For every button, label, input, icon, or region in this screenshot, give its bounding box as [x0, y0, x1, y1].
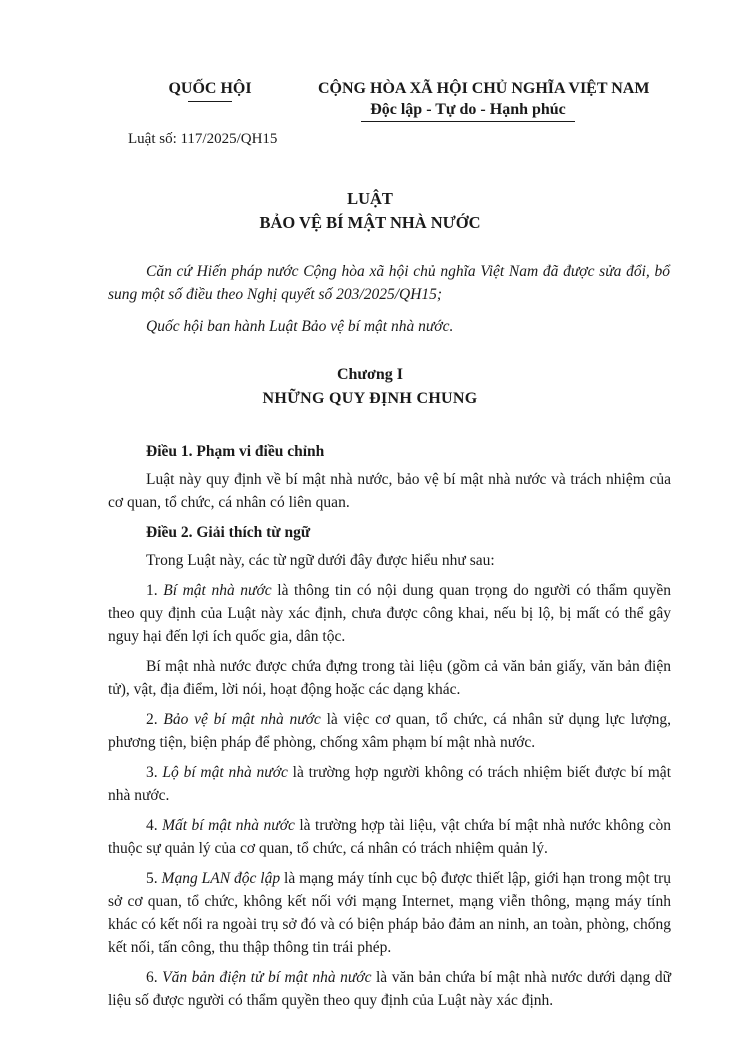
item-text: là việc cơ quan, tổ chức, cá nhân sử dụng lực lượng, phương tiện, biện pháp để phòng, chống xâm phạm bí mật nhà nước. — [108, 711, 671, 751]
chapter-label: Chương I — [336, 366, 404, 383]
definition-item-1 — [108, 579, 671, 648]
article-1-title: Điều 1. Phạm vi điều chỉnh — [146, 443, 325, 460]
definition-item-5 — [108, 867, 671, 959]
article-1-text: Luật này quy định về bí mật nhà nước, bảo vệ bí mật nhà nước và trách nhiệm của cơ quan, tổ chức, cá nhân có liên quan. — [108, 471, 671, 511]
document-body — [108, 440, 671, 1019]
item-term: Bảo vệ bí mật nhà nước — [163, 711, 321, 728]
item-number: 2. — [146, 711, 164, 728]
item-text: là văn bản chứa bí mật nhà nước dưới dạng dữ liệu số được người có thẩm quyền theo quy định của Luật này xác định. — [108, 969, 671, 1009]
article-2-intro: Trong Luật này, các từ ngữ dưới đây được hiểu như sau: — [146, 552, 495, 569]
item-text: là trường hợp tài liệu, vật chứa bí mật nhà nước không còn thuộc sự quản lý của cơ quan, tổ chức, cá nhân có trách nhiệm quản lý. — [108, 817, 671, 857]
issuer-underline — [188, 101, 232, 102]
issuer-name: QUỐC HỘI — [168, 80, 252, 97]
law-number: Luật số: 117/2025/QH15 — [128, 131, 278, 147]
item-text: là thông tin có nội dung quan trọng do người có thẩm quyền theo quy định của Luật này xác định, chưa được công khai, nếu bị lộ, bị mất có thể gây nguy hại đến lợi ích quốc gia, dân tộc. — [108, 582, 672, 645]
definition-item-1-extra: Bí mật nhà nước được chứa đựng trong tài liệu (gồm cả văn bản giấy, văn bản điện tử), vật, địa điểm, lời nói, hoạt động hoặc các dạng khác. — [108, 658, 671, 698]
item-term: Văn bản điện tử bí mật nhà nước — [162, 969, 372, 986]
chapter-name: NHỮNG QUY ĐỊNH CHUNG — [262, 390, 478, 407]
definition-item-2 — [108, 708, 671, 754]
item-term: Mất bí mật nhà nước — [162, 817, 295, 834]
item-term: Bí mật nhà nước — [163, 582, 272, 599]
definition-item-4 — [108, 814, 671, 860]
issuer-block — [150, 78, 270, 102]
item-number: 5. — [146, 870, 162, 887]
motto-underline — [361, 121, 575, 122]
title-line-2: BẢO VỆ BÍ MẬT NHÀ NƯỚC — [259, 213, 481, 232]
article-2-title: Điều 2. Giải thích từ ngữ — [146, 524, 311, 541]
item-number: 4. — [146, 817, 163, 834]
preamble-paragraph-1: Căn cứ Hiến pháp nước Cộng hòa xã hội chủ nghĩa Việt Nam đã được sửa đổi, bổ sung một số điều theo Nghị quyết số 203/2025/QH15; — [108, 263, 670, 303]
item-term: Mạng LAN độc lập — [161, 870, 281, 887]
item-number: 3. — [146, 764, 163, 781]
item-term: Lộ bí mật nhà nước — [162, 764, 288, 781]
chapter-heading — [0, 364, 740, 412]
national-title-block — [318, 78, 650, 122]
item-text: là mạng máy tính cục bộ được thiết lập, giới hạn trong một trụ sở cơ quan, tổ chức, không kết nối với mạng Internet, mạng viễn thông, mạng máy tính khác có kết nối ra ngoài trụ sở đó và có biện pháp bảo đảm an ninh, an toàn, phòng, chống kết nối, tấn công, thu thập thông tin trái phép. — [108, 870, 671, 956]
national-title: CỘNG HÒA XÃ HỘI CHỦ NGHĨA VIỆT NAM — [318, 80, 650, 97]
item-text: là trường hợp người không có trách nhiệm biết được bí mật nhà nước. — [108, 764, 671, 804]
title-line-1: LUẬT — [347, 189, 393, 208]
definition-item-3 — [108, 761, 671, 807]
preamble — [108, 260, 670, 347]
definition-item-6 — [108, 966, 671, 1012]
item-number: 6. — [146, 969, 163, 986]
preamble-paragraph-2: Quốc hội ban hành Luật Bảo vệ bí mật nhà nước. — [146, 318, 454, 335]
national-motto: Độc lập - Tự do - Hạnh phúc — [370, 101, 566, 118]
item-number: 1. — [146, 582, 164, 599]
document-title — [0, 187, 740, 235]
